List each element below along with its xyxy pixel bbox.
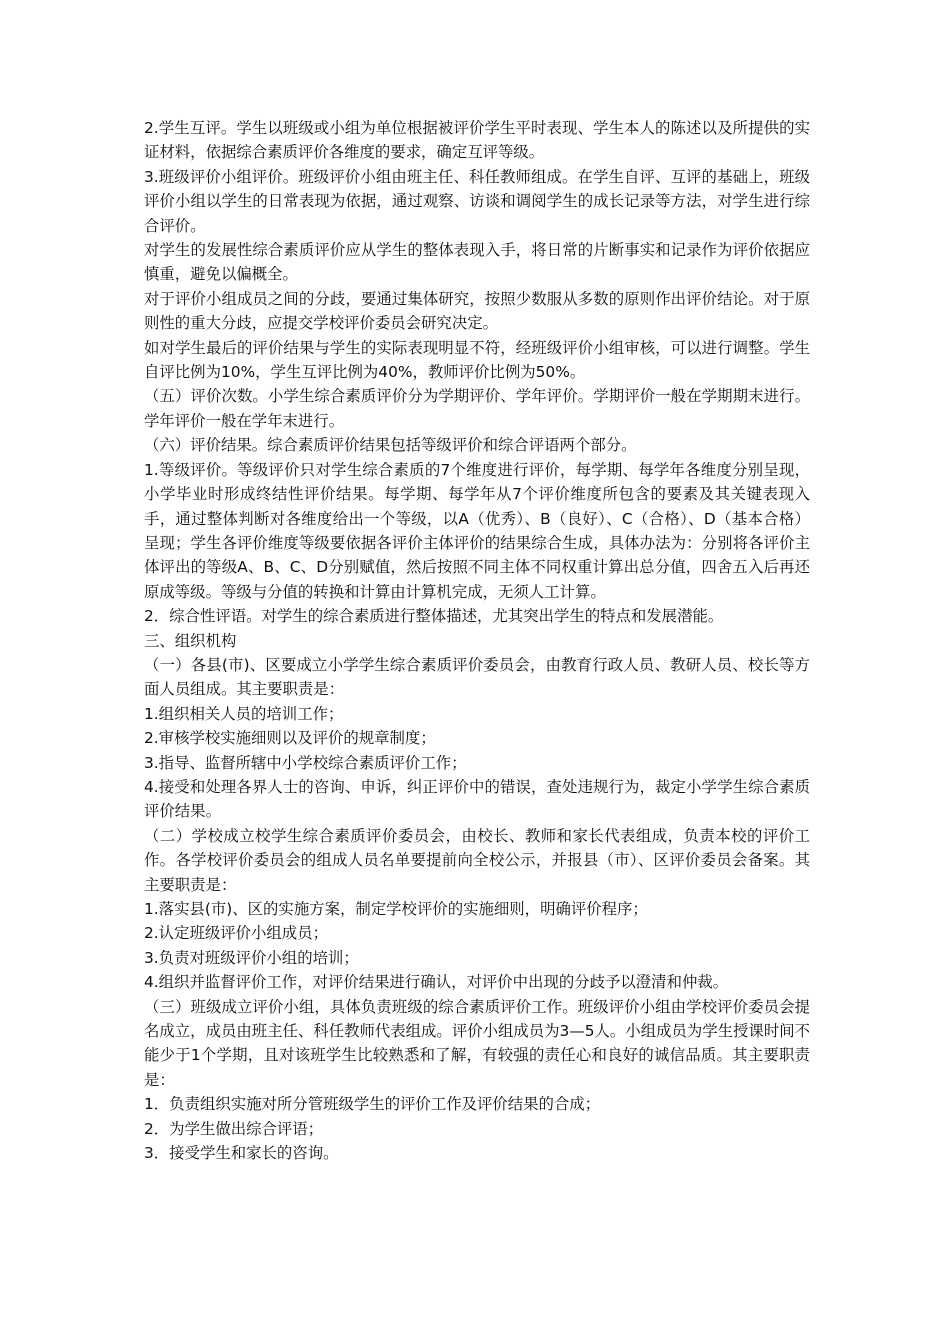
list-item-county-4: 4.接受和处理各界人士的咨询、申诉，纠正评价中的错误，查处违规行为，裁定小学学生综合素质评价结果。 [144, 777, 810, 821]
list-item-school-2: 2.认定班级评价小组成员； [144, 924, 328, 943]
list-item-class-1: 1．负责组织实施对所分管班级学生的评价工作及评价结果的合成； [144, 1095, 601, 1114]
section-heading-organization: 三、组织机构 [144, 631, 237, 650]
paragraph-grade-evaluation: 1.等级评价。等级评价只对学生综合素质的7个维度进行评价，每学期、每学年各维度分别呈现，小学毕业时形成终结性评价结果。每学期、每学年从7个评价维度所包含的要素及其关键表现入手，通过整体判断对各维度给出一个等级，以A（优秀）、B（良好）、C（合格）、D（基本合格）呈现；学生各评价维度等级要依据各评价主体评价的结果综合生成，具体办法为：分别将各评价主体评出的等级A、B、C、D分别赋值，然后按照不同主体不同权重计算出总分值，四舍五入后再还原成等级。等级与分值的转换和计算由计算机完成，无须人工计算。 [144, 460, 810, 601]
list-item-class-2: 2．为学生做出综合评语； [144, 1119, 324, 1138]
paragraph-class-group-evaluation: 3.班级评价小组评价。班级评价小组由班主任、科任教师组成。在学生自评、互评的基础上，班级评价小组以学生的日常表现为依据，通过观察、访谈和调阅学生的成长记录等方法，对学生进行综合评价。 [144, 167, 810, 235]
paragraph-county-committee: （一）各县(市)、区要成立小学学生综合素质评价委员会，由教育行政人员、教研人员、校长等方面人员组成。其主要职责是： [144, 655, 810, 699]
paragraph-evaluation-results: （六）评价结果。综合素质评价结果包括等级评价和综合评语两个部分。 [144, 436, 637, 455]
paragraph-class-group: （三）班级成立评价小组，具体负责班级的综合素质评价工作。班级评价小组由学校评价委员会提名成立，成员由班主任、科任教师代表组成。评价小组成员为3—5人。小组成员为学生授课时间不能少于1个学期，且对该班学生比较熟悉和了解，有较强的责任心和良好的诚信品质。其主要职责是： [144, 997, 810, 1089]
paragraph-comprehensive-comments: 2．综合性评语。对学生的综合素质进行整体描述，尤其突出学生的特点和发展潜能。 [144, 607, 724, 626]
list-item-class-3: 3．接受学生和家长的咨询。 [144, 1144, 339, 1163]
paragraph-holistic-evaluation: 对学生的发展性综合素质评价应从学生的整体表现入手，将日常的片断事实和记录作为评价依据应慎重，避免以偏概全。 [144, 241, 810, 284]
paragraph-peer-evaluation: 2.学生互评。学生以班级或小组为单位根据被评价学生平时表现、学生本人的陈述以及所提供的实证材料，依据综合素质评价各维度的要求，确定互评等级。 [144, 119, 810, 162]
paragraph-school-committee: （二）学校成立校学生综合素质评价委员会，由校长、教师和家长代表组成，负责本校的评价工作。各学校评价委员会的组成人员名单要提前向全校公示，并报县（市）、区评价委员会备案。其主要职责是： [144, 826, 810, 894]
list-item-school-3: 3.负责对班级评价小组的培训； [144, 948, 359, 967]
list-item-school-1: 1.落实县(市)、区的实施方案，制定学校评价的实施细则，明确评价程序； [144, 900, 648, 918]
paragraph-adjustment-ratio: 如对学生最后的评价结果与学生的实际表现明显不符，经班级评价小组审核，可以进行调整。学生自评比例为10%，学生互评比例为40%，教师评价比例为50%。 [144, 338, 810, 382]
list-item-county-3: 3.指导、监督所辖中小学校综合素质评价工作； [144, 753, 467, 772]
paragraph-evaluation-frequency: （五）评价次数。小学生综合素质评价分为学期评价、学年评价。学期评价一般在学期期末进行。学年评价一般在学年末进行。 [144, 387, 810, 430]
document-body [144, 116, 810, 1165]
paragraph-disagreement: 对于评价小组成员之间的分歧，要通过集体研究，按照少数服从多数的原则作出评价结论。对于原则性的重大分歧，应提交学校评价委员会研究决定。 [144, 289, 810, 333]
list-item-county-2: 2.审核学校实施细则以及评价的规章制度； [144, 729, 436, 748]
list-item-school-4: 4.组织并监督评价工作，对评价结果进行确认，对评价中出现的分歧予以澄清和仲裁。 [144, 973, 729, 992]
list-item-county-1: 1.组织相关人员的培训工作； [144, 704, 344, 723]
